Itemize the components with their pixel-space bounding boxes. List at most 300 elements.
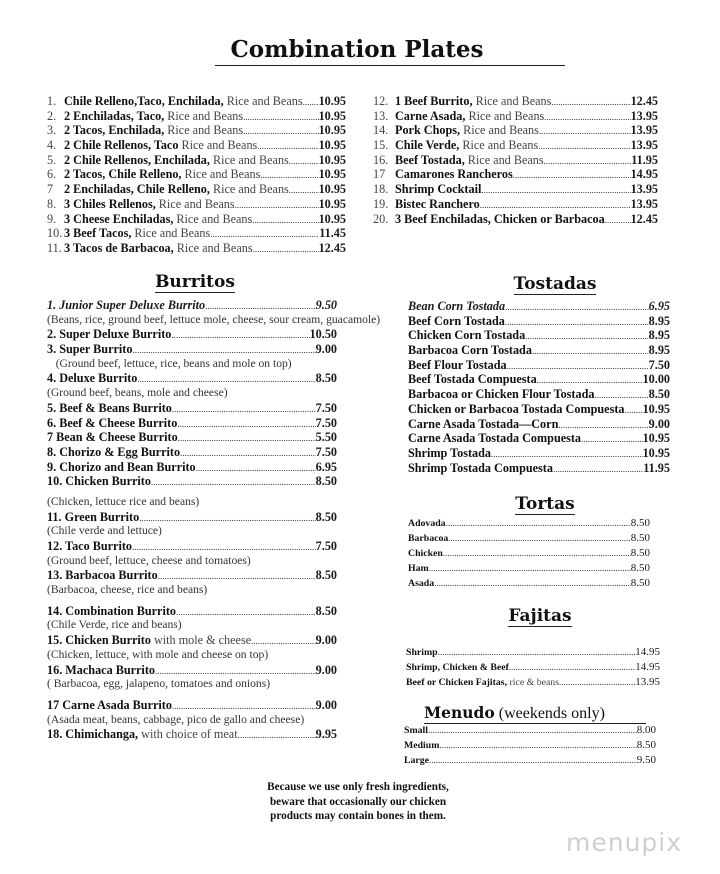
item-price: 11.45 <box>319 226 346 241</box>
item-name <box>408 431 581 446</box>
item-title: Adovada <box>408 518 446 529</box>
menu-item <box>408 299 670 314</box>
item-price: 10.95 <box>318 182 346 197</box>
item-title: 3. Super Burrito <box>47 342 133 357</box>
item-number: 5. <box>47 152 57 167</box>
menu-item <box>47 94 346 109</box>
item-title: Barbacoa Corn Tostada <box>408 343 532 358</box>
menu-item <box>373 123 658 138</box>
item-price: 10.00 <box>642 372 670 387</box>
item-detail: Rice and Beans <box>209 182 289 197</box>
item-detail: Rice and Beans <box>181 167 261 182</box>
menu-item <box>408 402 670 417</box>
dot-leader <box>429 561 631 576</box>
item-title: Beef Corn Tostada <box>408 313 505 328</box>
item-detail: rice & beans <box>507 677 560 688</box>
item-detail: Rice and Beans <box>164 108 244 123</box>
dot-leader <box>253 241 319 257</box>
menu-item <box>47 474 337 489</box>
item-name <box>373 94 551 109</box>
menu-item <box>373 94 658 109</box>
item-name <box>47 474 151 489</box>
item-detail: with mole & cheese <box>150 633 252 648</box>
item-number: 19. <box>373 196 389 211</box>
item-price: 9.00 <box>315 662 337 677</box>
menu-item <box>408 358 670 373</box>
menu-item <box>404 738 656 753</box>
menu-item <box>373 138 658 153</box>
item-title: 2 Chile Rellenos, Taco <box>64 138 179 153</box>
item-name <box>47 197 235 212</box>
item-price: 8.50 <box>636 739 656 751</box>
menu-item <box>47 401 337 416</box>
item-description: (Chicken, lettuce rice and beans) <box>47 494 200 508</box>
dot-leader <box>544 153 632 169</box>
item-description: (Asada meat, beans, cabbage, pico de gallo and cheese) <box>47 712 305 726</box>
item-name <box>373 153 544 168</box>
item-title: 16. Machaca Burrito <box>47 662 155 677</box>
menu-item <box>406 675 660 690</box>
menu-item <box>408 343 670 358</box>
item-name <box>47 153 289 168</box>
item-title: 2 Enchiladas, Chile Relleno, <box>64 182 210 197</box>
item-price: 9.50 <box>636 754 656 766</box>
menudo-heading-text: Menudo <box>424 703 495 722</box>
item-price: 10.50 <box>309 327 337 342</box>
item-title: 12. Taco Burrito <box>47 539 132 553</box>
dot-leader <box>544 109 630 125</box>
item-name <box>406 660 509 675</box>
item-title: Bistec Ranchero <box>395 196 480 211</box>
item-name <box>47 138 257 153</box>
item-title: Shrimp, Chicken & Beef <box>406 662 509 673</box>
dot-leader <box>446 516 631 531</box>
item-title: 2 Enchiladas, Taco, <box>64 108 165 123</box>
tostadas-heading <box>460 274 650 294</box>
item-title: Ham <box>408 563 429 574</box>
item-name <box>408 372 537 387</box>
item-price: 13.95 <box>630 123 658 138</box>
item-price: 9.95 <box>315 727 337 742</box>
item-name <box>408 314 505 329</box>
item-number: 17 <box>373 167 386 182</box>
item-detail: Rice and Beans <box>155 196 235 211</box>
item-price: 10.95 <box>318 123 346 138</box>
fajitas-list <box>406 645 660 690</box>
tostadas-heading-text: Tostadas <box>513 274 597 294</box>
dot-leader <box>158 568 316 584</box>
combo-list-left <box>47 94 346 256</box>
dot-leader <box>132 342 315 358</box>
item-price: 14.95 <box>630 167 658 182</box>
item-title: 15. Chicken Burrito <box>47 633 151 648</box>
item-detail: Rice and Beans <box>131 226 211 241</box>
dot-leader <box>235 197 319 213</box>
item-title: 4. Deluxe Burrito <box>47 371 138 386</box>
item-name <box>47 727 238 742</box>
dot-leader <box>238 727 316 743</box>
dot-leader <box>480 197 631 213</box>
menu-item <box>406 645 660 660</box>
menu-item <box>47 182 346 197</box>
dot-leader <box>538 138 630 154</box>
item-number: 10. <box>47 226 63 241</box>
item-title: 2 Tacos, Enchilada, <box>64 123 165 138</box>
menu-item <box>408 516 650 531</box>
item-price: 8.50 <box>315 474 337 489</box>
menu-item <box>373 182 658 197</box>
item-title: Beef Tostada, <box>395 152 465 167</box>
item-name <box>47 401 172 416</box>
dot-leader <box>605 212 631 228</box>
dot-leader <box>429 753 637 768</box>
item-name <box>47 416 177 431</box>
menu-item <box>47 153 346 168</box>
title-rule <box>215 65 565 66</box>
item-price: 11.95 <box>643 460 670 475</box>
menu-item <box>373 197 658 212</box>
item-name <box>47 698 172 713</box>
dot-leader <box>257 138 318 154</box>
item-price: 8.50 <box>315 371 337 386</box>
item-number: 14. <box>373 123 389 138</box>
item-title: 1. Junior Super Deluxe Burrito <box>47 298 206 312</box>
item-price: 14.95 <box>635 646 660 658</box>
item-title: 2. Super Deluxe Burrito <box>47 327 172 342</box>
item-price: 9.50 <box>315 298 337 312</box>
item-name <box>408 402 624 417</box>
item-price: 8.00 <box>636 724 656 736</box>
menu-item <box>408 461 670 476</box>
menu-item <box>408 372 670 387</box>
item-title: Beef or Chicken Fajitas, <box>406 677 508 688</box>
item-title: 8. Chorizo & Egg Burrito <box>47 444 181 459</box>
fajitas-heading-text: Fajitas <box>508 606 572 626</box>
menu-item <box>408 446 670 461</box>
item-name <box>47 604 176 619</box>
menu-item <box>47 197 346 212</box>
item-detail: Rice and Beans <box>164 123 244 138</box>
item-price: 7.50 <box>648 357 670 372</box>
page-title-text: Combination Plates <box>230 36 484 63</box>
item-title: 2 Chile Rellenos, Enchilada, <box>64 152 210 167</box>
menu-item <box>408 387 670 402</box>
dot-leader <box>438 645 636 660</box>
item-title: 3 Beef Tacos, <box>64 226 132 241</box>
item-price: 14.95 <box>635 661 660 673</box>
menu-item <box>408 328 670 343</box>
item-name <box>373 212 605 227</box>
item-title: 10. Chicken Burrito <box>47 474 151 489</box>
item-name <box>47 445 180 460</box>
burritos-heading-text: Burritos <box>155 272 235 292</box>
burritos-list <box>47 298 381 742</box>
item-price: 10.95 <box>318 138 346 153</box>
item-price: 10.95 <box>318 108 346 123</box>
item-name <box>373 167 513 182</box>
item-price: 8.50 <box>315 568 337 583</box>
dot-leader <box>303 94 319 110</box>
dot-leader <box>252 212 318 228</box>
item-name <box>47 226 210 241</box>
dot-leader <box>525 328 649 344</box>
item-title: Asada <box>408 578 435 589</box>
item-title: Barbacoa or Chicken Flour Tostada <box>408 387 595 402</box>
menu-item <box>408 546 650 561</box>
dot-leader <box>558 417 648 433</box>
item-price: 7.50 <box>315 444 337 459</box>
item-detail: with choice of meat <box>138 727 238 742</box>
menu-item <box>47 226 346 241</box>
menu-item <box>408 561 650 576</box>
item-title: Chile Relleno,Taco, Enchilada, <box>64 94 224 108</box>
item-name <box>408 343 532 358</box>
dot-leader <box>137 371 315 387</box>
item-name <box>408 461 553 476</box>
item-price: 10.95 <box>318 167 346 182</box>
menupix-watermark: menupix <box>566 828 683 857</box>
dot-leader <box>151 474 316 490</box>
item-number: 8. <box>47 196 57 211</box>
menudo-heading <box>424 703 646 724</box>
item-title: 3 Tacos de Barbacoa, <box>64 240 174 255</box>
menu-item <box>47 568 337 583</box>
item-name <box>408 328 525 343</box>
item-title: 3 Beef Enchiladas, Chicken or Barbacoa <box>395 211 605 226</box>
menu-item <box>408 417 670 432</box>
item-name <box>373 123 539 138</box>
item-name <box>47 510 139 525</box>
item-detail: Rice and Beans <box>223 94 303 108</box>
item-name <box>408 531 448 546</box>
item-price: 7.50 <box>315 400 337 415</box>
item-number: 2. <box>47 108 57 123</box>
menudo-list <box>404 723 656 768</box>
item-title: Shrimp Tostada <box>408 445 491 460</box>
item-name <box>47 241 253 256</box>
dot-leader <box>505 314 649 330</box>
dot-leader <box>172 698 316 714</box>
item-price: 13.95 <box>635 676 660 688</box>
dot-leader <box>171 327 309 343</box>
dot-leader <box>260 167 318 183</box>
tortas-list <box>408 516 650 591</box>
item-title: Small <box>404 725 428 736</box>
item-title: Beef Flour Tostada <box>408 357 507 372</box>
item-title: Carne Asada Tostada—Corn <box>408 416 559 431</box>
item-title: Pork Chops, <box>395 123 461 138</box>
fajitas-heading <box>445 606 635 626</box>
item-name <box>408 561 429 576</box>
item-name <box>404 723 428 738</box>
item-title: Barbacoa <box>408 533 449 544</box>
dot-leader <box>481 182 630 198</box>
item-name <box>404 753 429 768</box>
item-title: Shrimp Cocktail <box>395 182 482 197</box>
menu-item <box>47 109 346 124</box>
item-price: 8.50 <box>630 577 650 589</box>
dot-leader <box>532 343 649 359</box>
menu-item <box>373 167 658 182</box>
item-name <box>47 167 260 182</box>
tortas-heading-text: Tortas <box>515 494 575 514</box>
item-price: 13.95 <box>630 196 658 211</box>
item-price: 7.50 <box>315 415 337 430</box>
dot-leader <box>196 460 316 476</box>
dot-leader <box>132 539 316 555</box>
dot-leader <box>243 123 318 139</box>
note-line: Because we use only fresh ingredients, <box>267 781 449 793</box>
tortas-heading <box>450 494 640 514</box>
item-price: 8.50 <box>315 509 337 524</box>
item-price: 8.95 <box>648 328 670 343</box>
item-name <box>408 576 434 591</box>
item-title: 7 Bean & Cheese Burrito <box>47 430 178 445</box>
item-number: 4. <box>47 138 57 153</box>
menu-item <box>47 633 337 648</box>
menu-item <box>47 167 346 182</box>
item-price: 12.45 <box>318 240 346 255</box>
item-name <box>404 738 439 753</box>
item-title: 18. Chimichanga, <box>47 727 139 742</box>
item-price: 13.95 <box>630 182 658 197</box>
menu-item <box>47 123 346 138</box>
item-price: 10.95 <box>642 431 670 446</box>
menu-item <box>47 327 337 342</box>
item-name <box>408 387 594 402</box>
item-number: 11. <box>47 240 62 255</box>
item-price: 8.50 <box>630 517 650 529</box>
item-title: Shrimp <box>406 647 438 658</box>
item-title: Chicken or Barbacoa Tostada Compuesta <box>408 401 625 416</box>
item-description: (Barbacoa, cheese, rice and beans) <box>47 583 208 597</box>
item-number: 13. <box>373 108 389 123</box>
item-name <box>47 633 251 648</box>
item-title: 2 Tacos, Chile Relleno, <box>64 167 182 182</box>
dot-leader <box>180 445 316 461</box>
item-price: 13.95 <box>630 108 658 123</box>
item-price: 6.95 <box>648 299 670 313</box>
item-name <box>47 212 252 227</box>
item-price: 8.50 <box>648 387 670 402</box>
item-price: 6.95 <box>315 459 337 474</box>
item-title: Beef Tostada Compuesta <box>408 372 537 387</box>
dot-leader <box>624 402 642 418</box>
page-title <box>0 36 714 63</box>
item-price: 10.95 <box>318 196 346 211</box>
item-detail: Rice and Beans <box>209 152 289 167</box>
item-title: 13. Barbacoa Burrito <box>47 568 158 583</box>
item-number: 7 <box>47 182 54 197</box>
item-price: 5.50 <box>315 430 337 445</box>
item-name <box>373 197 480 212</box>
dot-leader <box>581 431 643 447</box>
menu-item <box>47 298 337 313</box>
menu-item <box>47 371 337 386</box>
dot-leader <box>176 604 316 620</box>
dot-leader <box>243 109 318 125</box>
item-description: (Chile verde and lettuce) <box>47 524 162 538</box>
item-price: 11.95 <box>631 152 658 167</box>
item-name <box>406 675 559 690</box>
item-title: 1 Beef Burrito, <box>395 94 473 108</box>
dot-leader <box>428 723 637 738</box>
item-number: 3. <box>47 123 57 138</box>
dot-leader <box>205 298 316 314</box>
item-detail: Rice and Beans <box>459 138 539 153</box>
dot-leader <box>551 94 630 110</box>
item-name <box>373 138 538 153</box>
item-name <box>408 299 505 314</box>
item-number: 9. <box>47 211 57 226</box>
item-name <box>408 358 507 373</box>
note-line: products may contain bones in them. <box>270 810 446 822</box>
item-name <box>47 182 289 197</box>
dot-leader <box>537 372 643 388</box>
item-price: 7.50 <box>315 539 337 553</box>
item-description: (Chile Verde, rice and beans) <box>47 618 182 632</box>
item-name <box>47 94 303 109</box>
dot-leader <box>434 576 631 591</box>
item-price: 12.45 <box>630 211 658 226</box>
burritos-heading <box>100 272 290 292</box>
item-title: 9. Chorizo and Bean Burrito <box>47 459 196 474</box>
item-title: Chicken Corn Tostada <box>408 328 526 343</box>
dot-leader <box>443 546 631 561</box>
item-title: 3 Cheese Enchiladas, <box>64 211 174 226</box>
dot-leader <box>178 430 316 446</box>
dot-leader <box>509 660 635 675</box>
item-detail: Rice and Beans <box>173 240 253 255</box>
item-title: Large <box>404 755 430 766</box>
item-price: 10.95 <box>642 401 670 416</box>
item-title: Chicken <box>408 548 443 559</box>
dot-leader <box>553 461 643 477</box>
item-description: (Ground beef, lettuce, cheese and tomatoes) <box>47 553 251 567</box>
note-line: beware that occasionally our chicken <box>269 795 447 808</box>
item-title: Carne Asada, <box>395 108 466 123</box>
menu-item <box>47 430 337 445</box>
menu-item <box>47 663 337 678</box>
dot-leader <box>448 531 630 546</box>
item-name <box>47 568 158 583</box>
item-name <box>47 663 155 678</box>
item-price: 13.95 <box>630 138 658 153</box>
menu-item <box>47 604 337 619</box>
menu-item <box>47 539 337 554</box>
item-price: 8.50 <box>630 532 650 544</box>
item-price: 9.00 <box>315 697 337 712</box>
item-description: (Beans, rice, ground beef, lettuce mole, cheese, sour cream, guacamole) <box>47 312 381 326</box>
item-price: 8.95 <box>648 313 670 328</box>
item-number: 18. <box>373 182 389 197</box>
dot-leader <box>491 446 643 462</box>
item-name <box>47 460 196 475</box>
dot-leader <box>172 401 316 417</box>
item-title: 3 Chiles Rellenos, <box>64 196 156 211</box>
item-name <box>373 182 481 197</box>
menu-item <box>47 342 337 357</box>
item-name <box>47 342 132 357</box>
menu-item <box>47 510 337 525</box>
item-price: 10.95 <box>318 211 346 226</box>
item-number: 16. <box>373 152 389 167</box>
item-number: 15. <box>373 138 389 153</box>
item-detail: Rice and Beans <box>465 108 545 123</box>
item-name <box>47 327 171 342</box>
dot-leader <box>139 510 315 526</box>
item-title: Camarones Rancheros <box>395 167 513 182</box>
